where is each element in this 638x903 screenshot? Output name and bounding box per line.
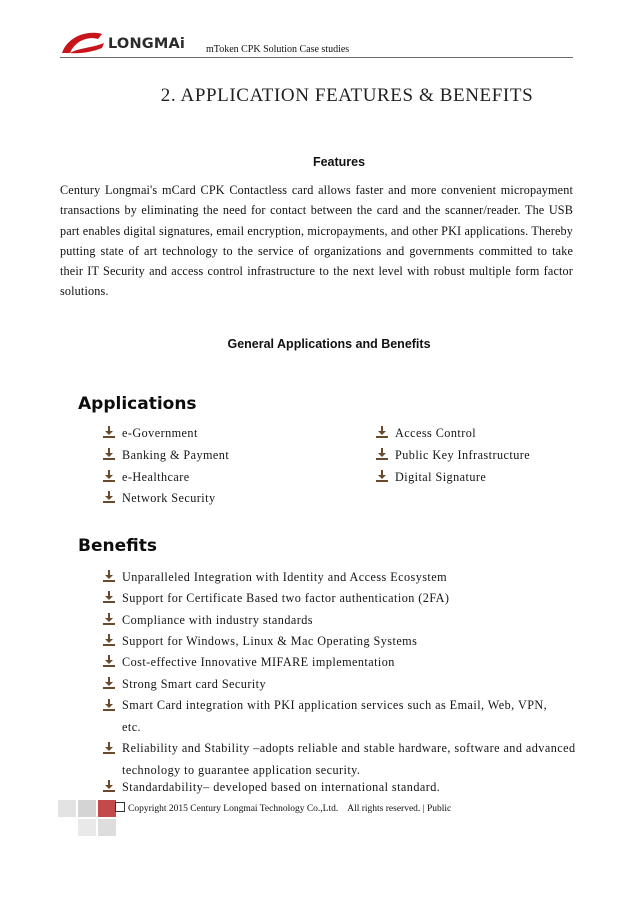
list-item [122, 470, 190, 485]
bullet-arrow-icon [103, 448, 115, 460]
bullet-arrow-icon [376, 426, 388, 438]
benefit-item: Support for Certificate Based two factor authentication (2FA) [122, 591, 450, 605]
bullet-arrow-icon [376, 448, 388, 460]
list-item [122, 694, 567, 738]
benefit-item: Smart Card integration with PKI application services such as Email, Web, VPN, etc. [122, 698, 548, 734]
list-item [122, 780, 440, 795]
bullet-arrow-icon [103, 613, 115, 625]
applications-heading: Applications [78, 394, 197, 414]
logo-text: LONGMAi [108, 36, 186, 52]
bullet-arrow-icon [103, 470, 115, 482]
list-item [122, 655, 395, 670]
footer-square [98, 819, 116, 836]
benefit-item: Strong Smart card Security [122, 677, 267, 691]
features-paragraph: Century Longmai's mCard CPK Contactless card allows faster and more convenient micropayment transactions by eliminating the need for contact between the card and the scanner/reader. The USB part enables digital signatures, email encryption, micropayments, and other PKI applications. Thereby putting state of art technology to the service of organizations and governments committed to take their IT Security and access control infrastructure to the next level with robust multiple form factor solutions. [60, 183, 573, 299]
header-title: mToken CPK Solution Case studies [206, 44, 350, 55]
application-item: e-Healthcare [122, 470, 190, 484]
benefit-item: Compliance with industry standards [122, 613, 313, 627]
benefit-item: Cost-effective Innovative MIFARE implementation [122, 655, 395, 669]
application-item: Access Control [395, 426, 477, 440]
benefits-heading: Benefits [78, 536, 157, 556]
section-title: 2. APPLICATION FEATURES & BENEFITS [160, 85, 534, 106]
bullet-arrow-icon [103, 742, 115, 754]
benefit-item: Standardability– developed based on international standard. [122, 780, 441, 794]
footer-square [78, 800, 96, 817]
application-item: Public Key Infrastructure [395, 448, 531, 462]
application-item: Network Security [122, 491, 216, 505]
bullet-arrow-icon [103, 655, 115, 667]
header-divider [60, 57, 573, 58]
footer-square [58, 800, 76, 817]
footer-decoration [58, 800, 118, 860]
list-item [395, 448, 530, 463]
bullet-arrow-icon [103, 699, 115, 711]
list-item [122, 677, 266, 692]
benefit-item: Support for Windows, Linux & Mac Operating Systems [122, 634, 418, 648]
bullet-arrow-icon [103, 634, 115, 646]
bullet-arrow-icon [376, 470, 388, 482]
benefit-item: Reliability and Stability –adopts reliable and stable hardware, software and advanced technology to guarantee application security. [122, 741, 576, 777]
bullet-arrow-icon [103, 426, 115, 438]
footer-square [78, 819, 96, 836]
list-item [122, 448, 229, 463]
footer-copyright [115, 802, 451, 814]
list-item [122, 737, 577, 781]
application-item: Digital Signature [395, 470, 487, 484]
list-item [122, 570, 447, 585]
bullet-arrow-icon [103, 491, 115, 503]
benefit-item: Unparalleled Integration with Identity and Access Ecosystem [122, 570, 448, 584]
list-item [122, 613, 313, 628]
bullet-arrow-icon [103, 591, 115, 603]
footer-checkbox-icon [115, 802, 125, 812]
footer-square-accent [98, 800, 116, 817]
list-item [395, 470, 486, 485]
list-item [122, 491, 216, 506]
list-item [122, 426, 198, 441]
general-applications-heading: General Applications and Benefits [227, 337, 431, 351]
bullet-arrow-icon [103, 570, 115, 582]
list-item [122, 634, 417, 649]
bullet-arrow-icon [103, 780, 115, 792]
application-item: e-Government [122, 426, 198, 440]
footer-text: Copyright 2015 Century Longmai Technology Co.,Ltd. All rights reserved. | Public [128, 804, 452, 814]
application-item: Banking & Payment [122, 448, 230, 462]
bullet-arrow-icon [103, 677, 115, 689]
list-item [395, 426, 476, 441]
list-item [122, 591, 449, 606]
features-heading: Features [312, 155, 366, 169]
